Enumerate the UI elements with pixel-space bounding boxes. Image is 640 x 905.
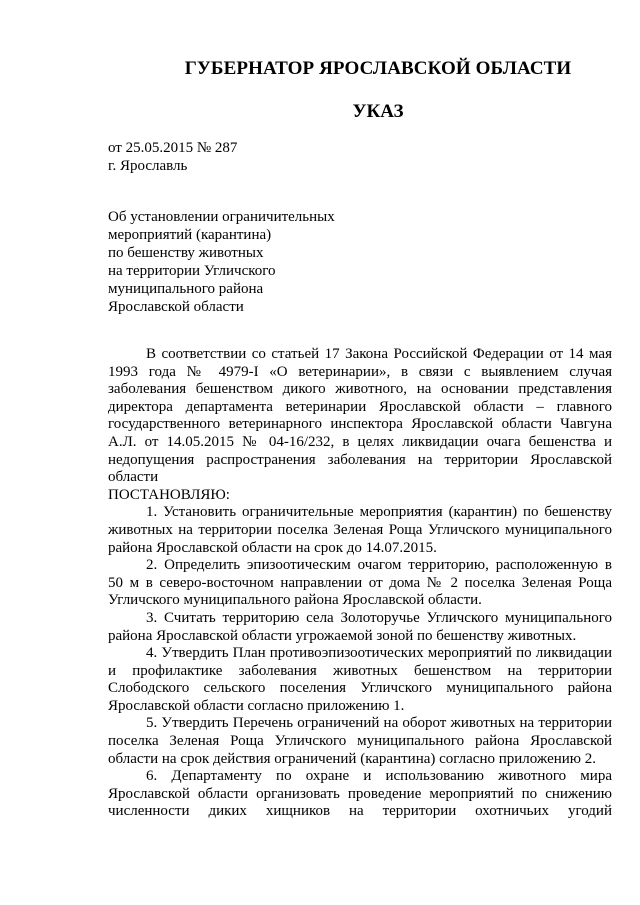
decree-item-3: 3. Считать территорию села Золоторучье Угличского муниципального района Ярославской области угрожаемой зоной по бешенству животных. bbox=[108, 609, 612, 644]
subject-line: на территории Угличского bbox=[108, 263, 276, 279]
subject-line: Ярославской области bbox=[108, 299, 244, 315]
subject-line: мероприятий (карантина) bbox=[108, 227, 272, 243]
preamble-paragraph: В соответствии со статьей 17 Закона Российской Федерации от 14 мая 1993 года № 4979-I «О ветеринарии», в связи с выявлением случая заболевания бешенством дикого животного, на основании представления директора департамента ветеринарии Ярославской области – главного государственного ветеринарного инспектора Ярославской области Чавгуна А.Л. от 14.05.2015 № 04-16/232, в целях ликвидации очага бешенства и недопущения распространения заболевания на территории Ярославской области bbox=[108, 346, 612, 486]
decree-item-2: 2. Определить эпизоотическим очагом территорию, расположенную в 50 м в северо-восточном направлении от дома № 2 поселка Зеленая Роща Угличского муниципального района Ярославской области. bbox=[108, 557, 612, 609]
decree-item-5: 5. Утвердить Перечень ограничений на оборот животных на территории поселка Зеленая Роща Угличского муниципального района Ярославской области на срок действия ограничений (карантина) согласно приложению 2. bbox=[108, 715, 612, 767]
decree-item-4: 4. Утвердить План противоэпизоотических мероприятий по ликвидации и профилактике заболевания животных бешенством на территории Слободского сельского поселения Угличского муниципального района Ярославской области согласно приложению 1. bbox=[108, 645, 612, 714]
subject-line: муниципального района bbox=[108, 281, 264, 297]
subject-line: Об установлении ограничительных bbox=[108, 209, 335, 225]
document-meta bbox=[108, 139, 237, 175]
decree-body bbox=[108, 346, 612, 821]
date-number: от 25.05.2015 № 287 bbox=[108, 140, 238, 156]
decree-heading: УКАЗ bbox=[352, 101, 404, 122]
decree-item-6: 6. Департаменту по охране и использованию животного мира Ярославской области организовать проведение мероприятий по снижению численности диких хищников на территории охотничьих угодий bbox=[108, 768, 612, 820]
subject-line: по бешенству животных bbox=[108, 245, 264, 261]
decree-item-1: 1. Установить ограничительные мероприятия (карантин) по бешенству животных на территории поселка Зеленая Роща Угличского муниципального района Ярославской области на срок до 14.07.2015. bbox=[108, 504, 612, 556]
city: г. Ярославль bbox=[108, 158, 188, 174]
resolve-word: ПОСТАНОВЛЯЮ: bbox=[108, 486, 230, 503]
decree-subject bbox=[108, 208, 335, 316]
governor-title: ГУБЕРНАТОР ЯРОСЛАВСКОЙ ОБЛАСТИ bbox=[184, 58, 572, 79]
